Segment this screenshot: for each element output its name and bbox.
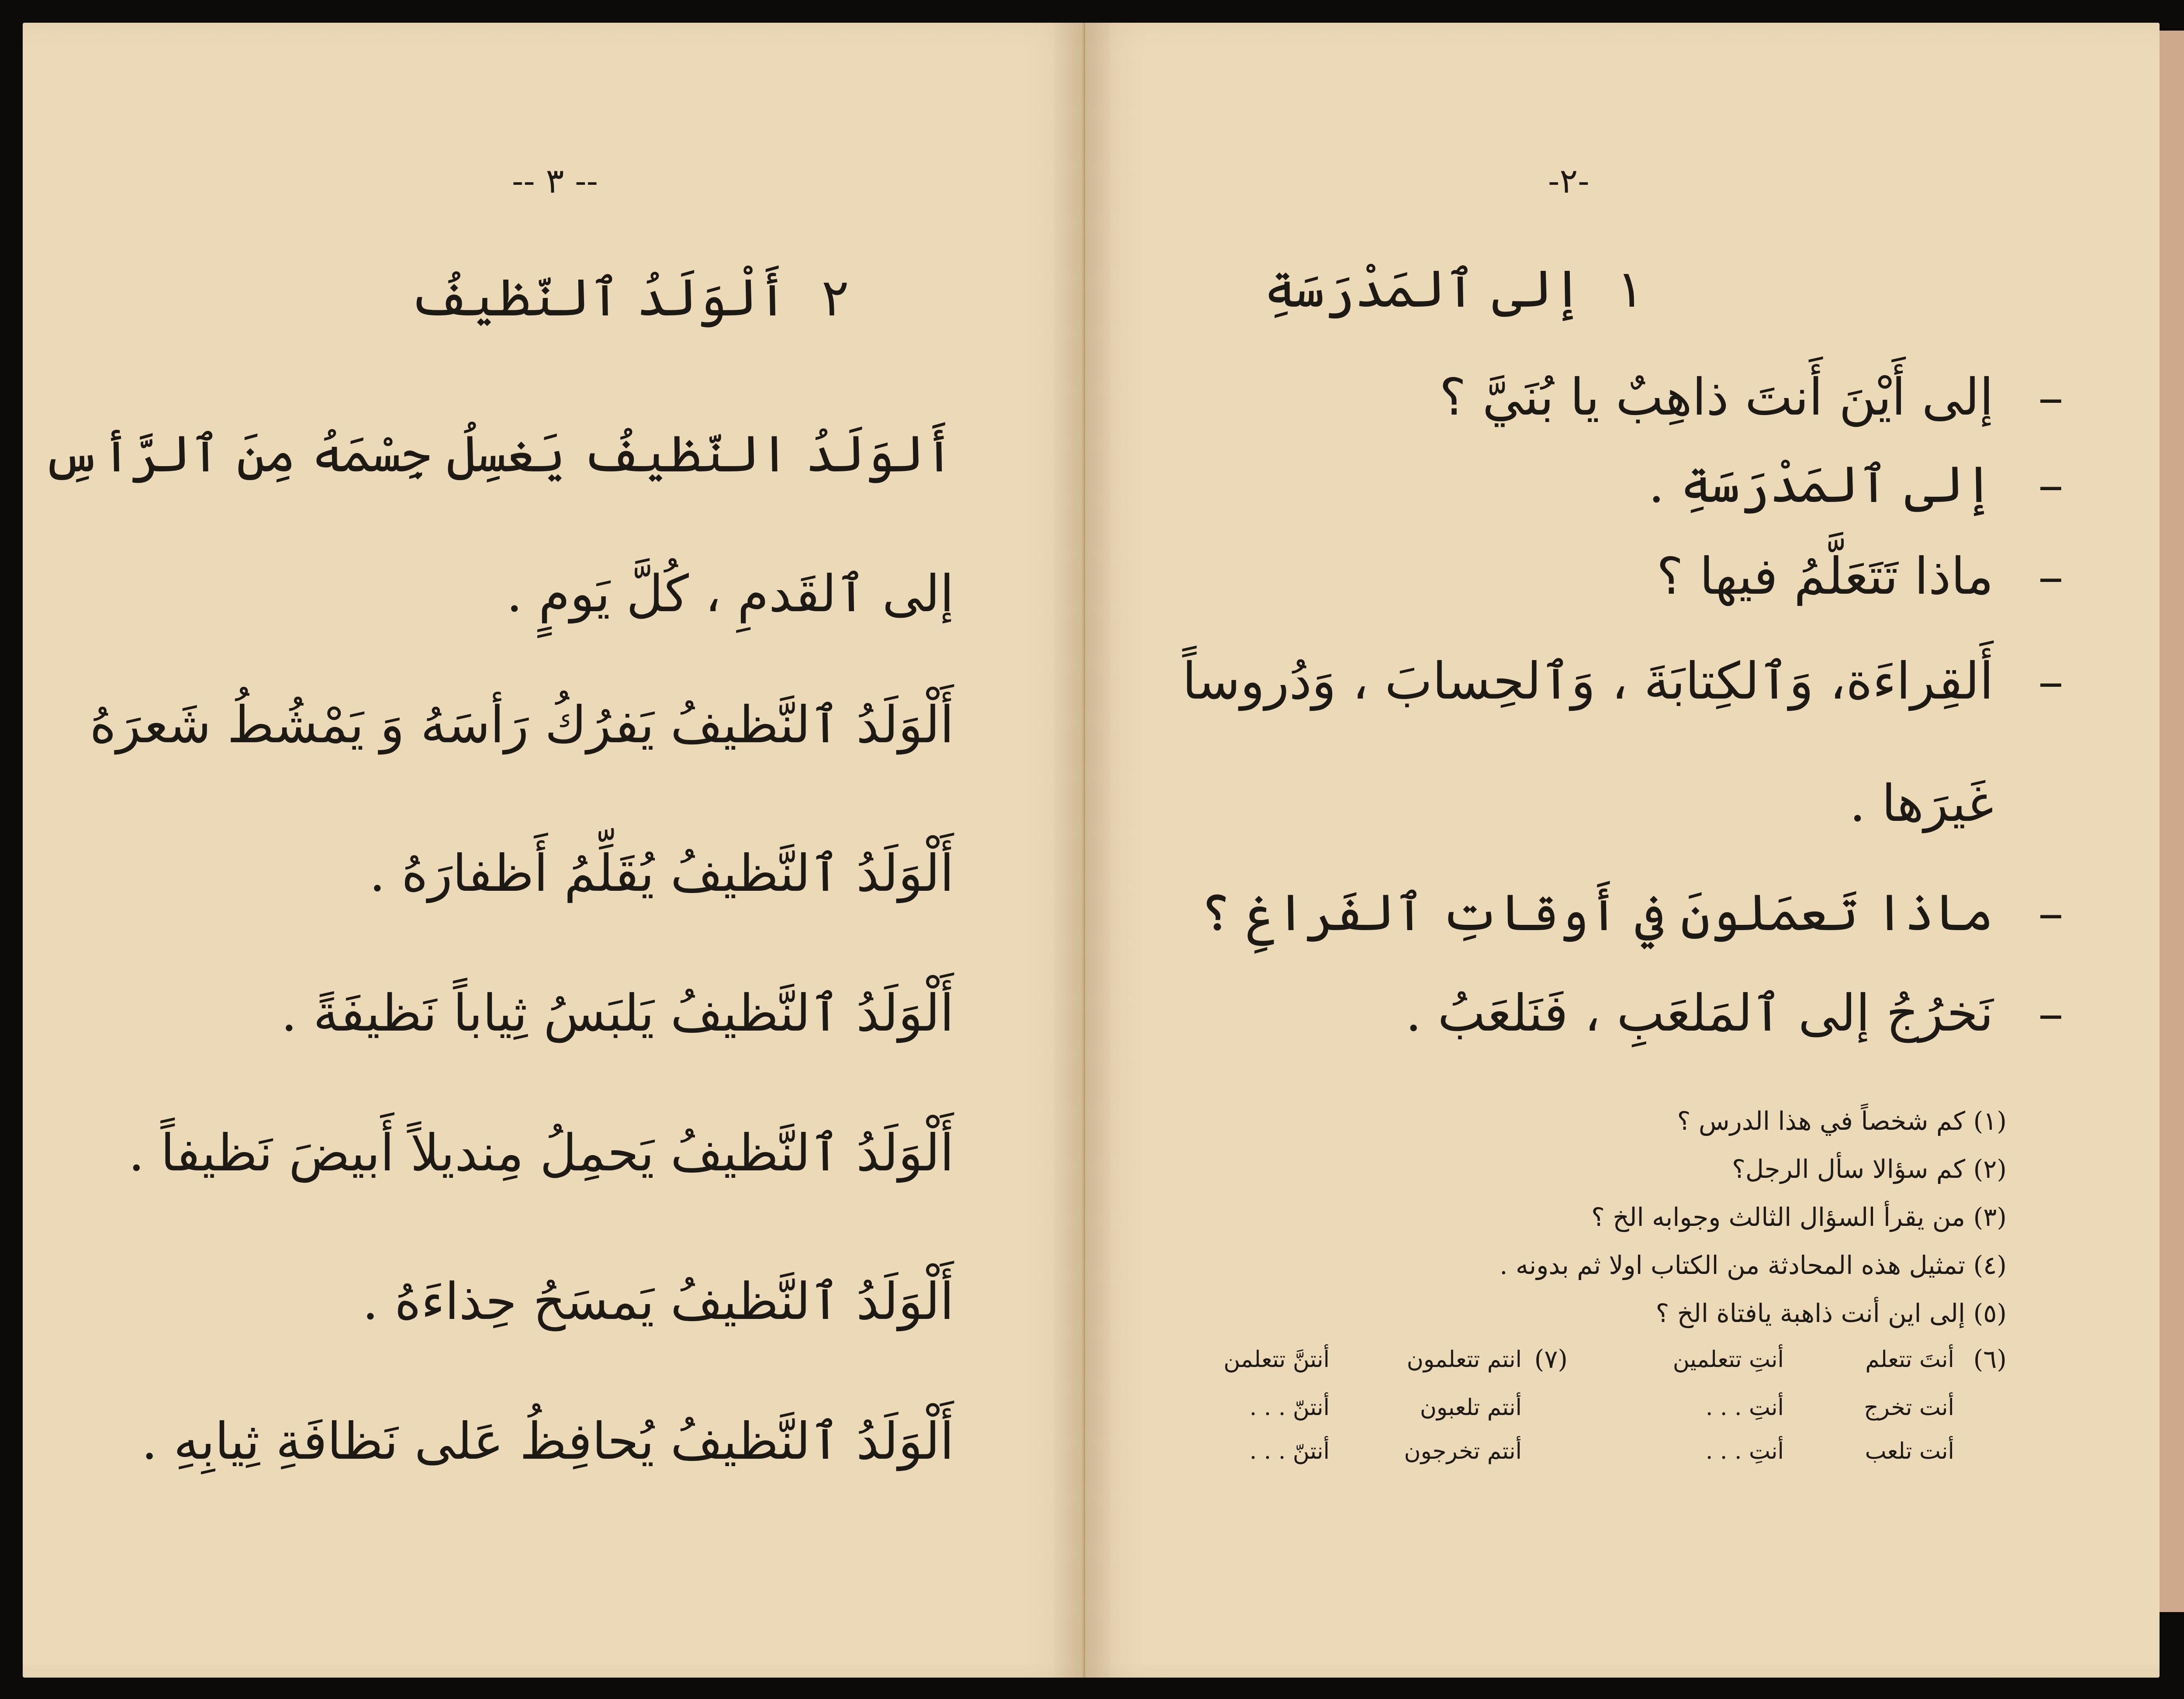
dialogue-dash: – <box>2038 652 2063 711</box>
conjugation-cell: أنتنّ . . . <box>1249 1394 1330 1421</box>
dialogue-dash: – <box>2038 547 2063 606</box>
question-text: تمثيل هذه المحادثة من الكتاب اولا ثم بدونه . <box>1500 1250 1966 1280</box>
dialogue-line: نَخرُجُ إلى ٱلمَلعَبِ ، فَنَلعَبُ . <box>1405 984 1994 1043</box>
question-line <box>1677 1106 2007 1136</box>
dialogue-line: ماذا تَتَعَلَّمُ فيها ؟ <box>1656 547 1994 606</box>
question-line <box>1656 1298 2007 1328</box>
question-number: (٣) <box>1973 1202 2007 1232</box>
question-number: (١) <box>1973 1106 2007 1136</box>
question-text: كم سؤالا سأل الرجل؟ <box>1732 1154 1966 1184</box>
text-line: أَلْوَلَدُ ٱلنَّظيفُ يَحمِلُ مِنديلاً أَبيضَ نَظيفاً . <box>128 1124 954 1183</box>
dialogue-dash: – <box>2038 883 2063 942</box>
question-line <box>1732 1154 2007 1184</box>
text-line: أَلْوَلَدُ ٱلنَّظيفُ يَمسَحُ حِذاءَهُ . <box>362 1272 954 1331</box>
conjugation-cell: أنتِ . . . <box>1705 1394 1784 1421</box>
text-line: أَلْوَلَدُ ٱلنَّظيفُ يَفرُكُ رَأسَهُ وَ يَمْشُطُ شَعرَهُ <box>90 696 954 754</box>
page-number: -- ٣ -- <box>512 162 598 201</box>
lesson-title <box>1264 259 1644 319</box>
conjugation-cell: أنتنّ . . . <box>1249 1438 1330 1464</box>
conjugation-cell: أنتم تخرجون <box>1404 1438 1522 1464</box>
lesson-title-text: أَلْوَلَدُ ٱلنّظيفُ <box>408 267 788 328</box>
conjugation-cell: أنتم تلعبون <box>1420 1394 1522 1421</box>
question-number: (٤) <box>1973 1250 2007 1280</box>
dialogue-line: أَلقِراءَة، وَٱلكِتابَةَ ، وَٱلحِسابَ ، وَدُروساً <box>1182 652 1994 711</box>
question-number: (٢) <box>1973 1154 2007 1184</box>
dialogue-line: إلى أَيْنَ أَنتَ ذاهِبٌ يا بُنَيَّ ؟ <box>1439 368 1994 427</box>
lesson-number: ٢ <box>821 267 849 328</box>
text-line: إلى ٱلقَدمِ ، كُلَّ يَومٍ . <box>506 564 954 623</box>
exercise-number: (٦) <box>1973 1344 2007 1374</box>
dialogue-dash: – <box>2038 984 2063 1043</box>
dialogue-dash: – <box>2038 368 2063 427</box>
dialogue-dash: – <box>2038 455 2063 514</box>
exercise-number: (٧) <box>1534 1344 1568 1374</box>
conjugation-cell: أنتنَّ تتعلمن <box>1223 1346 1330 1373</box>
conjugation-cell: أنتِ . . . <box>1705 1438 1784 1464</box>
question-line <box>1591 1202 2007 1232</box>
text-line: أَلْوَلَدُ ٱلنَّظيفُ يُقَلِّمُ أَظفارَهُ . <box>369 844 954 903</box>
dialogue-line: غَيرَها . <box>1849 774 1994 833</box>
question-text: إلى اين أنت ذاهبة يافتاة الخ ؟ <box>1655 1298 1966 1328</box>
dialogue-line: ماذا تَعمَلونَ في أَوقاتِ ٱلفَراغِ ؟ <box>1200 883 1994 942</box>
text-line: أَلوَلَدُ النّظيفُ يَغسِلُ جِسْمَهُ مِنَ ٱلرَّأسِ <box>42 425 954 484</box>
left-page <box>23 23 1085 1678</box>
text-line: أَلْوَلَدُ ٱلنَّظيفُ يُحافِظُ عَلى نَظافَةِ ثِيابِهِ . <box>141 1412 954 1471</box>
dialogue-line: إلى ٱلمَدْرَسَةِ . <box>1648 455 1994 514</box>
conjugation-cell: انتم تتعلمون <box>1406 1346 1522 1373</box>
page-number: -٢- <box>1548 162 1590 201</box>
question-text: من يقرأ السؤال الثالث وجوابه الخ ؟ <box>1591 1202 1966 1232</box>
conjugation-cell: أنتِ تتعلمين <box>1673 1346 1784 1373</box>
lesson-title <box>409 267 849 328</box>
conjugation-cell: أنتَ تتعلم <box>1865 1346 1954 1373</box>
text-line: أَلْوَلَدُ ٱلنَّظيفُ يَلبَسُ ثِياباً نَظيفَةً . <box>281 984 954 1043</box>
question-line <box>1500 1250 2007 1280</box>
lesson-title-text: إلى ٱلمَدْرَسَةِ <box>1264 259 1583 319</box>
right-page <box>1085 23 2160 1678</box>
question-text: كم شخصاً في هذا الدرس ؟ <box>1677 1106 1966 1136</box>
conjugation-cell: أنت تلعب <box>1865 1438 1954 1464</box>
conjugation-cell: أنت تخرج <box>1864 1394 1954 1421</box>
lesson-number: ١ <box>1616 259 1644 319</box>
question-number: (٥) <box>1973 1298 2007 1328</box>
